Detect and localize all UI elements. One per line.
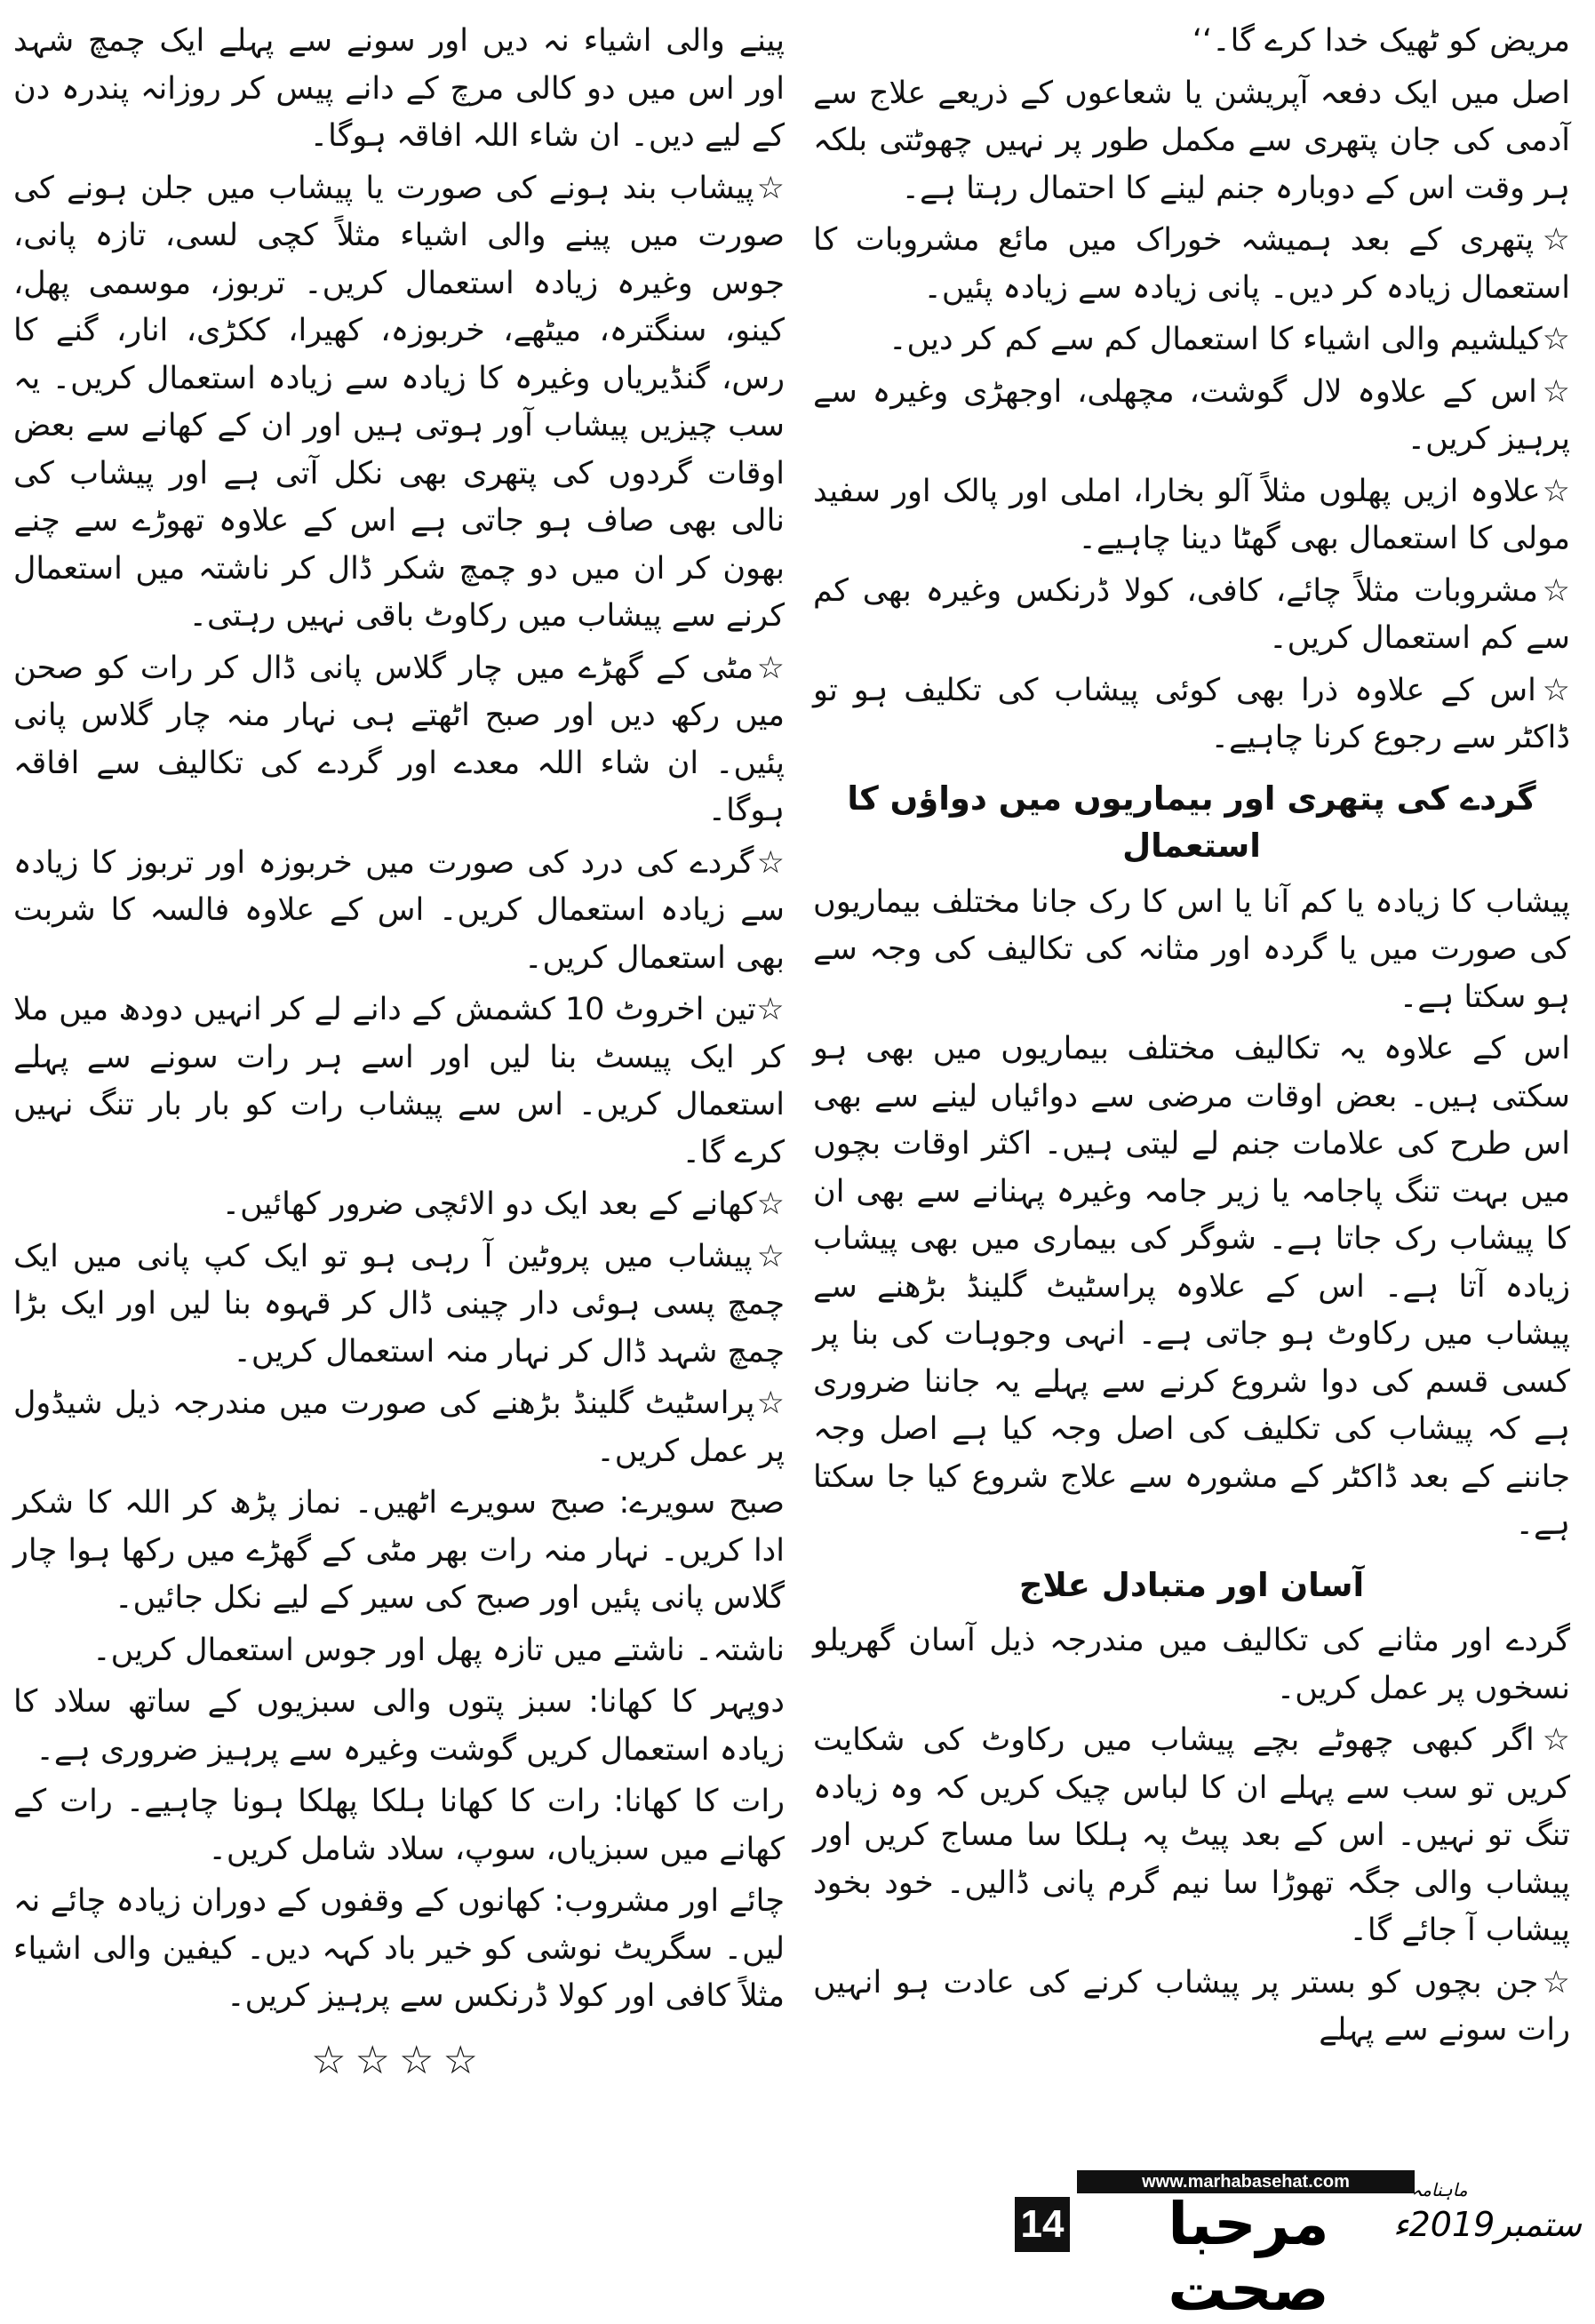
page-number: 14	[1015, 2197, 1070, 2252]
bullet-paragraph: ☆پیشاب میں پروٹین آ رہی ہو تو ایک کپ پانی میں ایک چمچ پسی ہوئی دار چینی ڈال کر قہوہ بنا لیں اور ایک بڑا چمچ شہد ڈال کر نہار منہ استعمال کریں۔	[13, 1238, 785, 1370]
magazine-logo: مرحبا صحت	[1168, 2190, 1329, 2324]
website-url: www.marhabasehat.com	[1077, 2170, 1415, 2193]
bullet-paragraph: ☆گردے کی درد کی صورت میں خربوزہ اور تربوز کا زیادہ سے زیادہ استعمال کریں۔ اس کے علاوہ فالسہ کا شربت بھی استعمال کریں۔	[13, 844, 785, 976]
schedule-item: صبح سویرے: صبح سویرے اٹھیں۔ نماز پڑھ کر اللہ کا شکر ادا کریں۔ نہار منہ رات بھر مٹی کے گھڑے میں رکھا ہوا چار گلاس پانی پئیں اور صبح کی سیر کے لیے نکل جائیں۔	[13, 1485, 785, 1616]
schedule-item: ناشتہ۔ ناشتے میں تازہ پھل اور جوس استعمال کریں۔	[92, 1632, 785, 1668]
left-column	[13, 18, 785, 2084]
bullet-paragraph: ☆مٹی کے گھڑے میں چار گلاس پانی ڈال کر رات کو صحن میں رکھ دیں اور صبح اٹھتے ہی نہار منہ چار گلاس پانی پئیں۔ ان شاء اللہ معدے اور گردے کی تکالیف سے افاقہ ہوگا۔	[13, 650, 785, 828]
bullet-paragraph: ☆پتھری کے بعد ہمیشہ خوراک میں مائع مشروبات کا استعمال زیادہ کر دیں۔ پانی زیادہ سے زیادہ پئیں۔	[813, 222, 1570, 306]
paragraph: اس کے علاوہ یہ تکالیف مختلف بیماریوں میں بھی ہو سکتی ہیں۔ بعض اوقات مرضی سے دوائیاں لینے سے بھی اس طرح کی علامات جنم لے لیتی ہیں۔ اکثر اوقات بچوں میں بہت تنگ پاجامہ یا زیر جامہ وغیرہ پہنانے سے بھی ان کا پیشاب رک جاتا ہے۔ شوگر کی بیماری میں بھی پیشاب زیادہ آتا ہے۔ اس کے علاوہ پراسٹیٹ گلینڈ بڑھنے سے پیشاب میں رکاوٹ ہو جاتی ہے۔ انہی وجوہات کی بنا پر کسی قسم کی دوا شروع کرنے سے پہلے یہ جاننا ضروری ہے کہ پیشاب کی تکلیف کی اصل وجہ کیا ہے اصل وجہ جاننے کے بعد ڈاکٹر کے مشورہ سے علاج شروع کیا جا سکتا ہے۔	[813, 1031, 1570, 1542]
right-column	[813, 18, 1570, 2059]
bullet-paragraph: ☆اس کے علاوہ لال گوشت، مچھلی، اوجھڑی وغیرہ سے پرہیز کریں۔	[813, 373, 1570, 457]
magazine-masthead	[1004, 2170, 1582, 2324]
bullet-paragraph: ☆کھانے کے بعد ایک دو الائچی ضرور کھائیں۔	[221, 1186, 785, 1222]
section-heading: آسان اور متبادل علاج	[1018, 1565, 1365, 1604]
issue-date: ستمبر2019ء	[1392, 2205, 1582, 2244]
paragraph: پینے والی اشیاء نہ دیں اور سونے سے پہلے ایک چمچ شہد اور اس میں دو کالی مرچ کے دانے پیس کر روزانہ پندرہ دن کے لیے دیں۔ ان شاء اللہ افاقہ ہوگا۔	[13, 23, 785, 154]
paragraph: گردے اور مثانے کی تکالیف میں مندرجہ ذیل آسان گھریلو نسخوں پر عمل کریں۔	[813, 1623, 1570, 1706]
section-heading: گردے کی پتھری اور بیماریوں میں دواؤں کا استعمال	[847, 779, 1536, 865]
magazine-subtitle: ماہنامہ	[1411, 2179, 1468, 2200]
schedule-item: چائے اور مشروب: کھانوں کے وقفوں کے دوران زیادہ چائے نہ لیں۔ سگریٹ نوشی کو خیر باد کہہ دیں۔ کیفین والی اشیاء مثلاً کافی اور کولا ڈرنکس سے پرہیز کریں۔	[13, 1883, 785, 2014]
bullet-paragraph: ☆اس کے علاوہ ذرا بھی کوئی پیشاب کی تکلیف ہو تو ڈاکٹر سے رجوع کرنا چاہیے۔	[813, 672, 1570, 755]
bullet-paragraph: ☆اگر کبھی چھوٹے بچے پیشاب میں رکاوٹ کی شکایت کریں تو سب سے پہلے ان کا لباس چیک کریں کہ وہ زیادہ تنگ تو نہیں۔ اس کے بعد پیٹ پہ ہلکا سا مساج کریں اور پیشاب والی جگہ تھوڑا سا نیم گرم پانی ڈالیں۔ خود بخود پیشاب آ جائے گا۔	[813, 1722, 1570, 1948]
bullet-paragraph: ☆جن بچوں کو بستر پر پیشاب کرنے کی عادت ہو انہیں رات سونے سے پہلے	[813, 1964, 1570, 2048]
paragraph: مریض کو ٹھیک خدا کرے گا۔‘‘	[1192, 23, 1570, 59]
schedule-item: رات کا کھانا: رات کا کھانا ہلکا پھلکا ہونا چاہیے۔ رات کے کھانے میں سبزیاں، سوپ، سلاد شامل کریں۔	[13, 1784, 785, 1867]
bullet-paragraph: ☆پیشاب بند ہونے کی صورت یا پیشاب میں جلن ہونے کی صورت میں پینے والی اشیاء مثلاً کچی لسی، تازہ پانی، جوس وغیرہ زیادہ استعمال کریں۔ تربوز، موسمی پھل، کینو، سنگترہ، میٹھے، خربوزہ، کھیرا، ککڑی، انار، گنے کا رس، گنڈیریاں وغیرہ کا زیادہ سے زیادہ استعمال کریں۔ یہ سب چیزیں پیشاب آور ہوتی ہیں اور ان کے کھانے سے بعض اوقات گردوں کی پتھری بھی نکل آتی ہے اور پیشاب کی نالی بھی صاف ہو جاتی ہے اس کے علاوہ تھوڑے سے چنے بھون کر ان میں دو چمچ شکر ڈال کر ناشتہ میں استعمال کرنے سے پیشاب میں رکاوٹ باقی نہیں رہتی۔	[13, 170, 785, 634]
bullet-paragraph: ☆پراسٹیٹ گلینڈ بڑھنے کی صورت میں مندرجہ ذیل شیڈول پر عمل کریں۔	[13, 1386, 785, 1469]
paragraph: پیشاب کا زیادہ یا کم آنا یا اس کا رک جانا مختلف بیماریوں کی صورت میں یا گردہ اور مثانہ کی تکالیف کی وجہ سے ہو سکتا ہے۔	[813, 883, 1570, 1015]
bullet-paragraph: ☆مشروبات مثلاً چائے، کافی، کولا ڈرنکس وغیرہ بھی کم سے کم استعمال کریں۔	[813, 572, 1570, 656]
schedule-item: دوپہر کا کھانا: سبز پتوں والی سبزیوں کے ساتھ سلاد کا زیادہ استعمال کریں گوشت وغیرہ سے پرہیز ضروری ہے۔	[13, 1684, 785, 1768]
bullet-paragraph: ☆کیلشیم والی اشیاء کا استعمال کم سے کم کر دیں۔	[889, 322, 1570, 357]
end-stars-icon: ☆☆☆☆	[311, 2037, 487, 2083]
bullet-paragraph: ☆تین اخروٹ 10 کشمش کے دانے لے کر انہیں دودھ میں ملا کر ایک پیسٹ بنا لیں اور اسے ہر رات سونے سے پہلے استعمال کریں۔ اس سے پیشاب رات کو بار بار تنگ نہیں کرے گا۔	[13, 992, 785, 1170]
bullet-paragraph: ☆علاوہ ازیں پھلوں مثلاً آلو بخارا، املی اور پالک اور سفید مولی کا استعمال بھی گھٹا دینا چاہیے۔	[813, 473, 1570, 556]
column-divider	[797, 18, 798, 2240]
paragraph: اصل میں ایک دفعہ آپریشن یا شعاعوں کے ذریعے علاج سے آدمی کی جان پتھری سے مکمل طور پر نہیں چھوٹتی بلکہ ہر وقت اس کے دوبارہ جنم لینے کا احتمال رہتا ہے۔	[813, 75, 1570, 206]
